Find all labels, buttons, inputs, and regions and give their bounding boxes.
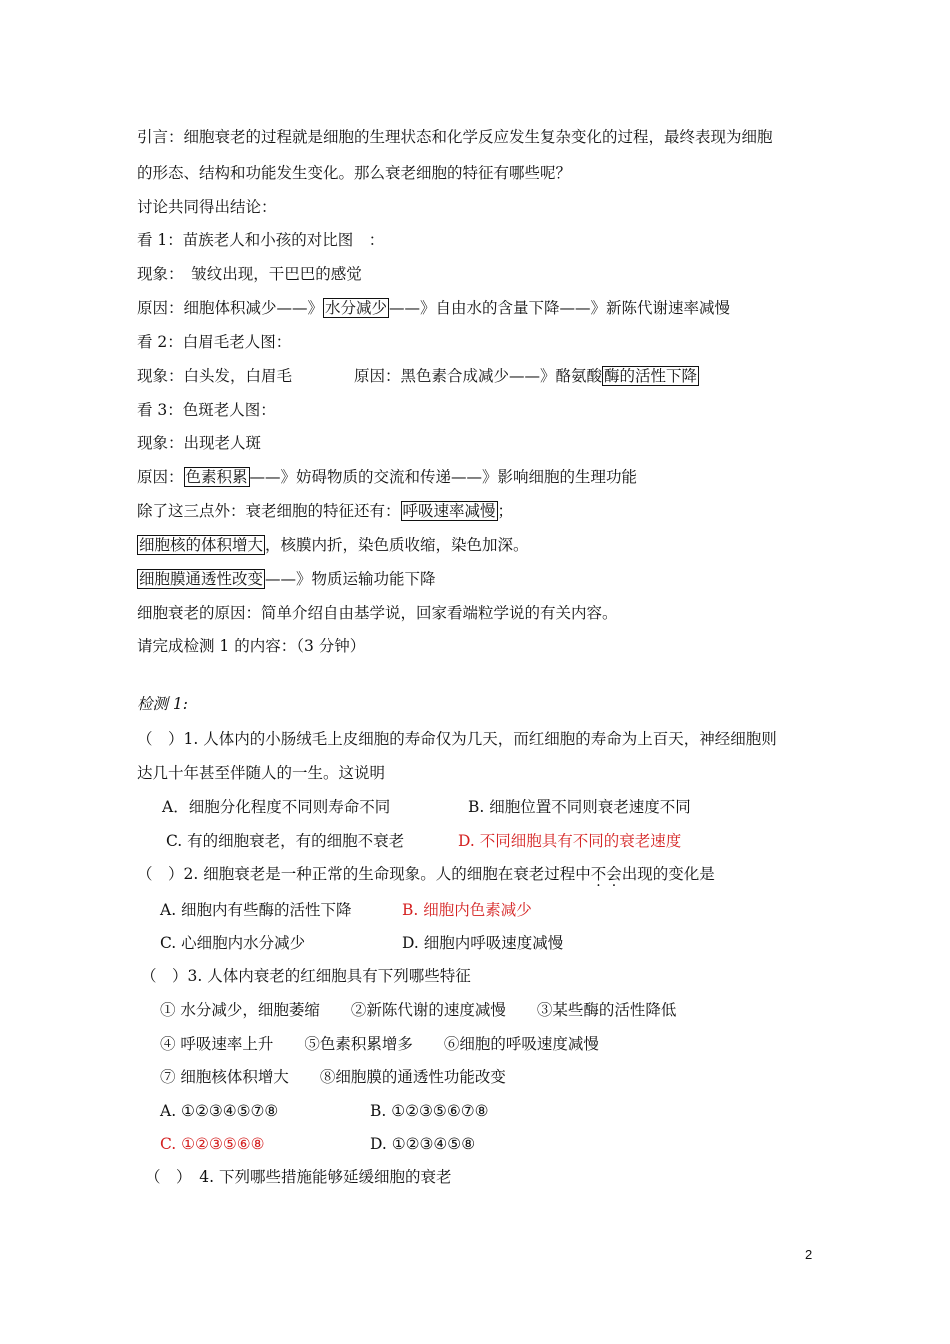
question-4: （ ） 4. 下列哪些措施能够延缓细胞的衰老: [145, 1168, 452, 1186]
q3-items-1: ① 水分减少，细胞萎缩 ②新陈代谢的速度减慢 ③某些酶的活性降低: [160, 1001, 677, 1019]
discussion-heading: 讨论共同得出结论：: [137, 198, 277, 216]
boxed-term: 细胞膜通透性改变: [139, 570, 264, 588]
look-3: 看 3：色斑老人图：: [137, 401, 276, 419]
question-3: （ ）3. 人体内衰老的红细胞具有下列哪些特征: [141, 967, 471, 985]
aging-cause: 细胞衰老的原因：简单介绍自由基学说，回家看端粒学说的有关内容。: [137, 604, 618, 622]
q3-option-d: D. ①②③④⑤⑧: [370, 1135, 476, 1153]
task-instruction: 请完成检测 1 的内容：（3 分钟）: [137, 637, 366, 655]
boxed-term: 细胞核的体积增大: [139, 536, 264, 554]
check-title: 检测 1:: [137, 695, 189, 713]
q3-option-b: B. ①②③⑤⑥⑦⑧: [370, 1102, 489, 1120]
look-2: 看 2：白眉毛老人图：: [137, 333, 292, 351]
phenomenon-1: 现象： 皱纹出现，干巴巴的感觉: [137, 265, 362, 283]
q2-option-c: C. 心细胞内水分减少: [160, 934, 306, 952]
q1-option-a: A．细胞分化程度不同则寿命不同: [162, 798, 391, 816]
other-features: 除了这三点外：衰老细胞的特征还有： 呼吸速率减慢 ；: [137, 502, 514, 520]
boxed-term: 色素积累: [185, 468, 248, 486]
q2-option-d: D. 细胞内呼吸速度减慢: [402, 934, 564, 952]
reason-3: 原因： 色素积累 ——》妨碍物质的交流和传递——》影响细胞的生理功能: [137, 468, 638, 486]
q3-items-3: ⑦ 细胞核体积增大 ⑧细胞膜的通透性功能改变: [160, 1068, 506, 1086]
boxed-term: 呼吸速率减慢: [402, 502, 496, 520]
emphasis-dot: 不: [590, 865, 607, 883]
question-1-line-1: （ ）1. 人体内的小肠绒毛上皮细胞的寿命仅为几天，而红细胞的寿命为上百天，神经细胞则: [137, 730, 777, 748]
page-number: 2: [805, 1247, 813, 1262]
phenomenon-3: 现象：出现老人斑: [137, 434, 262, 452]
look-1: 看 1：苗族老人和小孩的对比图 ：: [137, 231, 385, 249]
boxed-term: 酶的活性下降: [604, 367, 698, 385]
q3-option-c-answer: C. ①②③⑤⑥⑧: [160, 1135, 265, 1153]
q2-option-b-answer: B. 细胞内色素减少: [402, 901, 532, 919]
emphasis-dot: 会: [606, 865, 622, 883]
q2-option-a: A. 细胞内有些酶的活性下降: [160, 901, 352, 919]
question-2: （ ）2. 细胞衰老是一种正常的生命现象。人的细胞在衰老过程中不会出现的变化是: [137, 865, 715, 883]
q1-option-b: B. 细胞位置不同则衰老速度不同: [468, 798, 691, 816]
intro-line-2: 的形态、结构和功能发生变化。那么衰老细胞的特征有哪些呢？: [137, 164, 572, 182]
q3-items-2: ④ 呼吸速率上升 ⑤色素积累增多 ⑥细胞的呼吸速度减慢: [160, 1035, 599, 1053]
phenomenon-reason-2: 现象：白头发，白眉毛 原因：黑色素合成减少——》酪氨酸 酶的活性下降: [137, 367, 698, 385]
q3-option-a: A. ①②③④⑤⑦⑧: [160, 1102, 279, 1120]
q1-option-d-answer: D. 不同细胞具有不同的衰老速度: [458, 832, 682, 850]
boxed-term: 水分减少: [325, 299, 388, 317]
reason-1: 原因：细胞体积减少——》 水分减少 ——》自由水的含量下降——》新陈代谢速率减慢: [137, 299, 731, 317]
intro-line-1: 引言：细胞衰老的过程就是细胞的生理状态和化学反应发生复杂变化的过程，最终表现为细胞: [137, 128, 773, 146]
q1-option-c: C. 有的细胞衰老，有的细胞不衰老: [166, 832, 405, 850]
nucleus-feature: 细胞核的体积增大 ，核膜内折，染色质收缩，染色加深。: [139, 536, 529, 554]
membrane-feature: 细胞膜通透性改变 ——》物质运输功能下降: [139, 570, 436, 588]
question-1-line-2: 达几十年甚至伴随人的一生。这说明: [137, 764, 386, 782]
